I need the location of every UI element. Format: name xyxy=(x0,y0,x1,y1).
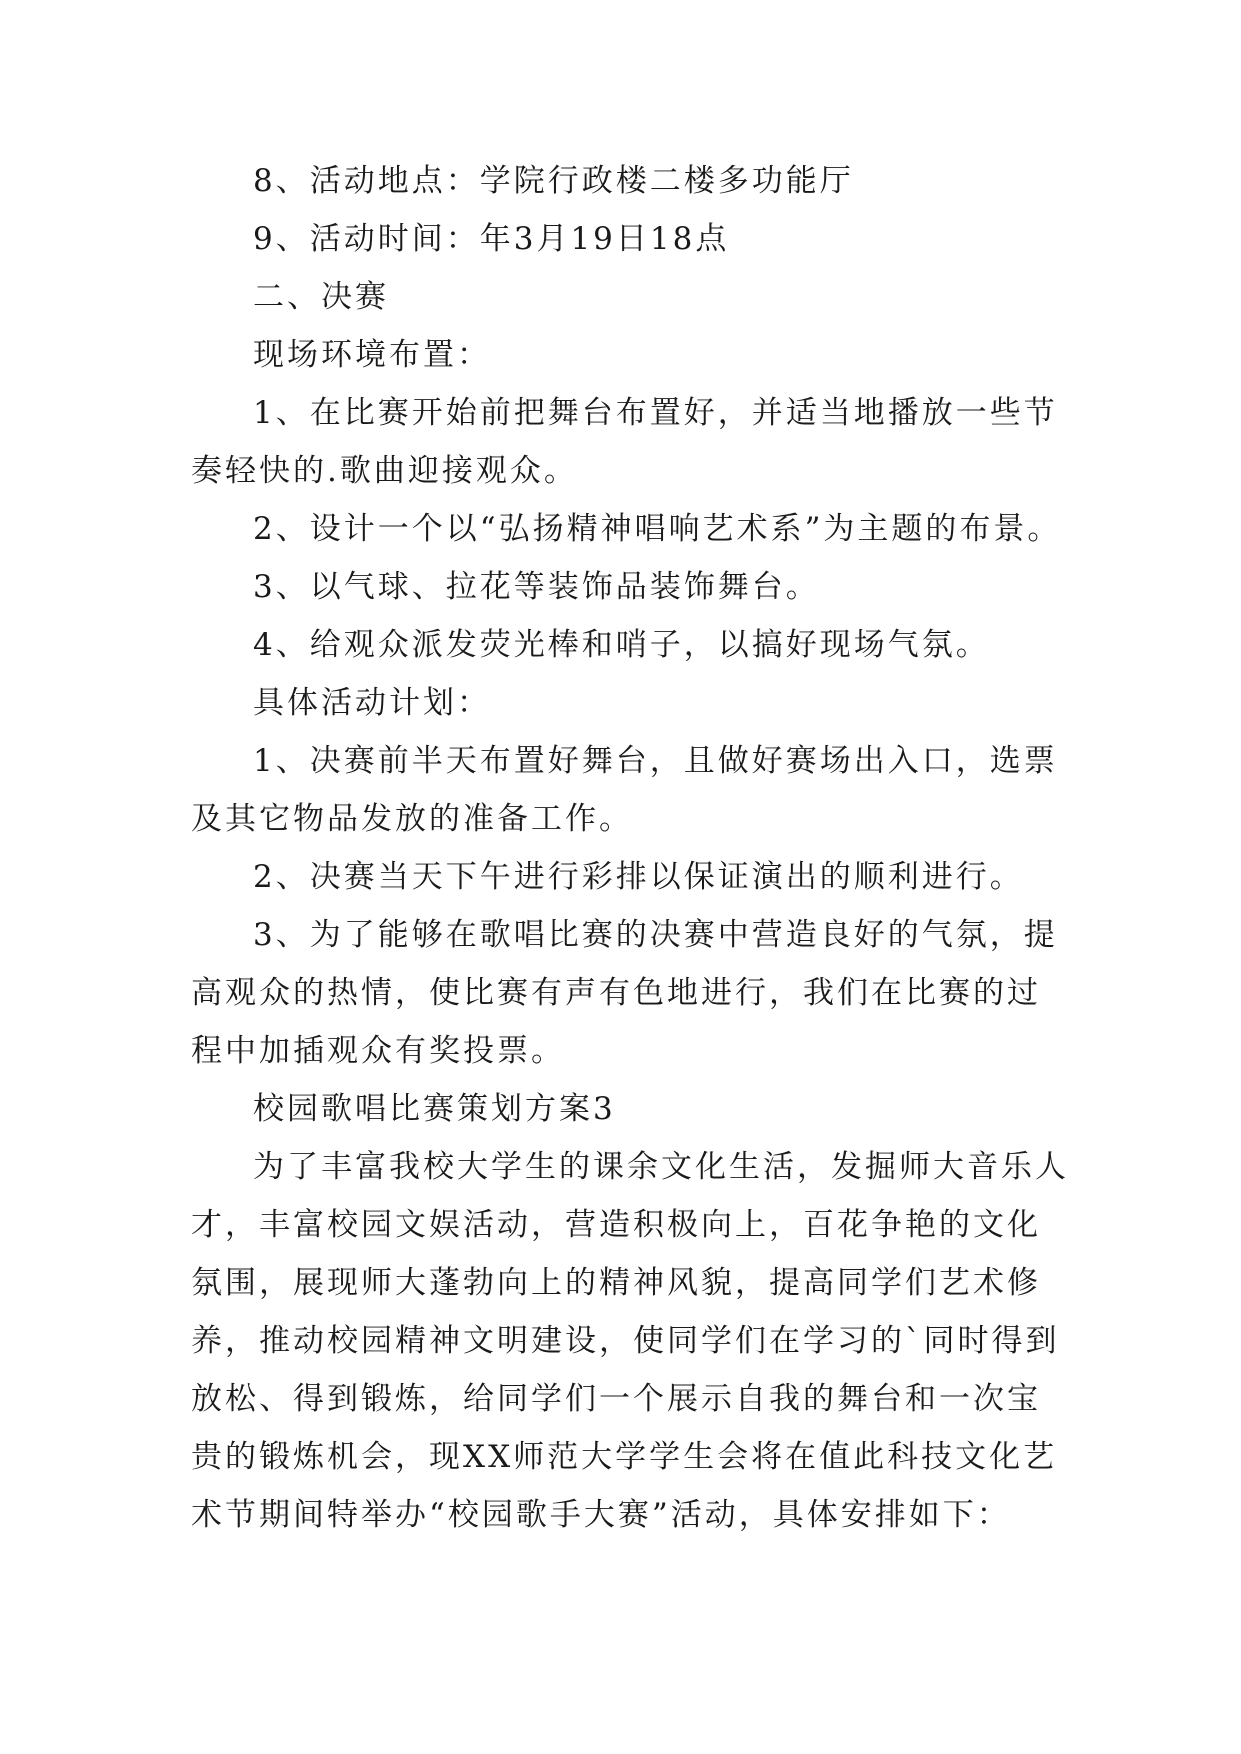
paragraph-setup-2: 2、设计一个以“弘扬精神唱响艺术系”为主题的布景。 xyxy=(253,511,1062,547)
heading-activity-plan: 具体活动计划： xyxy=(253,685,491,721)
paragraph-plan-1: 1、决赛前半天布置好舞台，且做好赛场出入口，选票及其它物品发放的准备工作。 xyxy=(191,743,1058,837)
paragraph-plan-3: 3、为了能够在歌唱比赛的决赛中营造良好的气氛，提高观众的热情，使比赛有声有色地进行，我们在比赛的过程中加插观众有奖投票。 xyxy=(191,917,1058,1069)
heading-final: 二、决赛 xyxy=(253,279,389,315)
paragraph-time: 9、活动时间：年3月19日18点 xyxy=(253,221,730,257)
heading-venue-setup: 现场环境布置： xyxy=(253,337,491,373)
document-body xyxy=(191,152,1071,1544)
paragraph-setup-3: 3、以气球、拉花等装饰品装饰舞台。 xyxy=(253,569,820,605)
section-title: 校园歌唱比赛策划方案3 xyxy=(253,1091,616,1127)
paragraph-intro: 为了丰富我校大学生的课余文化生活，发掘师大音乐人才，丰富校园文娱活动，营造积极向上，百花争艳的文化氛围，展现师大蓬勃向上的精神风貌，提高同学们艺术修养，推动校园精神文明建设，使同学们在学习的`同时得到放松、得到锻炼，给同学们一个展示自我的舞台和一次宝贵的锻炼机会，现XX师范大学学生会将在值此科技文化艺术节期间特举办“校园歌手大赛”活动，具体安排如下： xyxy=(191,1149,1069,1533)
paragraph-plan-2: 2、决赛当天下午进行彩排以保证演出的顺利进行。 xyxy=(253,859,1024,895)
paragraph-setup-4: 4、给观众派发荧光棒和哨子，以搞好现场气氛。 xyxy=(253,627,990,663)
paragraph-venue: 8、活动地点：学院行政楼二楼多功能厅 xyxy=(253,163,854,199)
paragraph-setup-1: 1、在比赛开始前把舞台布置好，并适当地播放一些节奏轻快的.歌曲迎接观众。 xyxy=(191,395,1058,489)
